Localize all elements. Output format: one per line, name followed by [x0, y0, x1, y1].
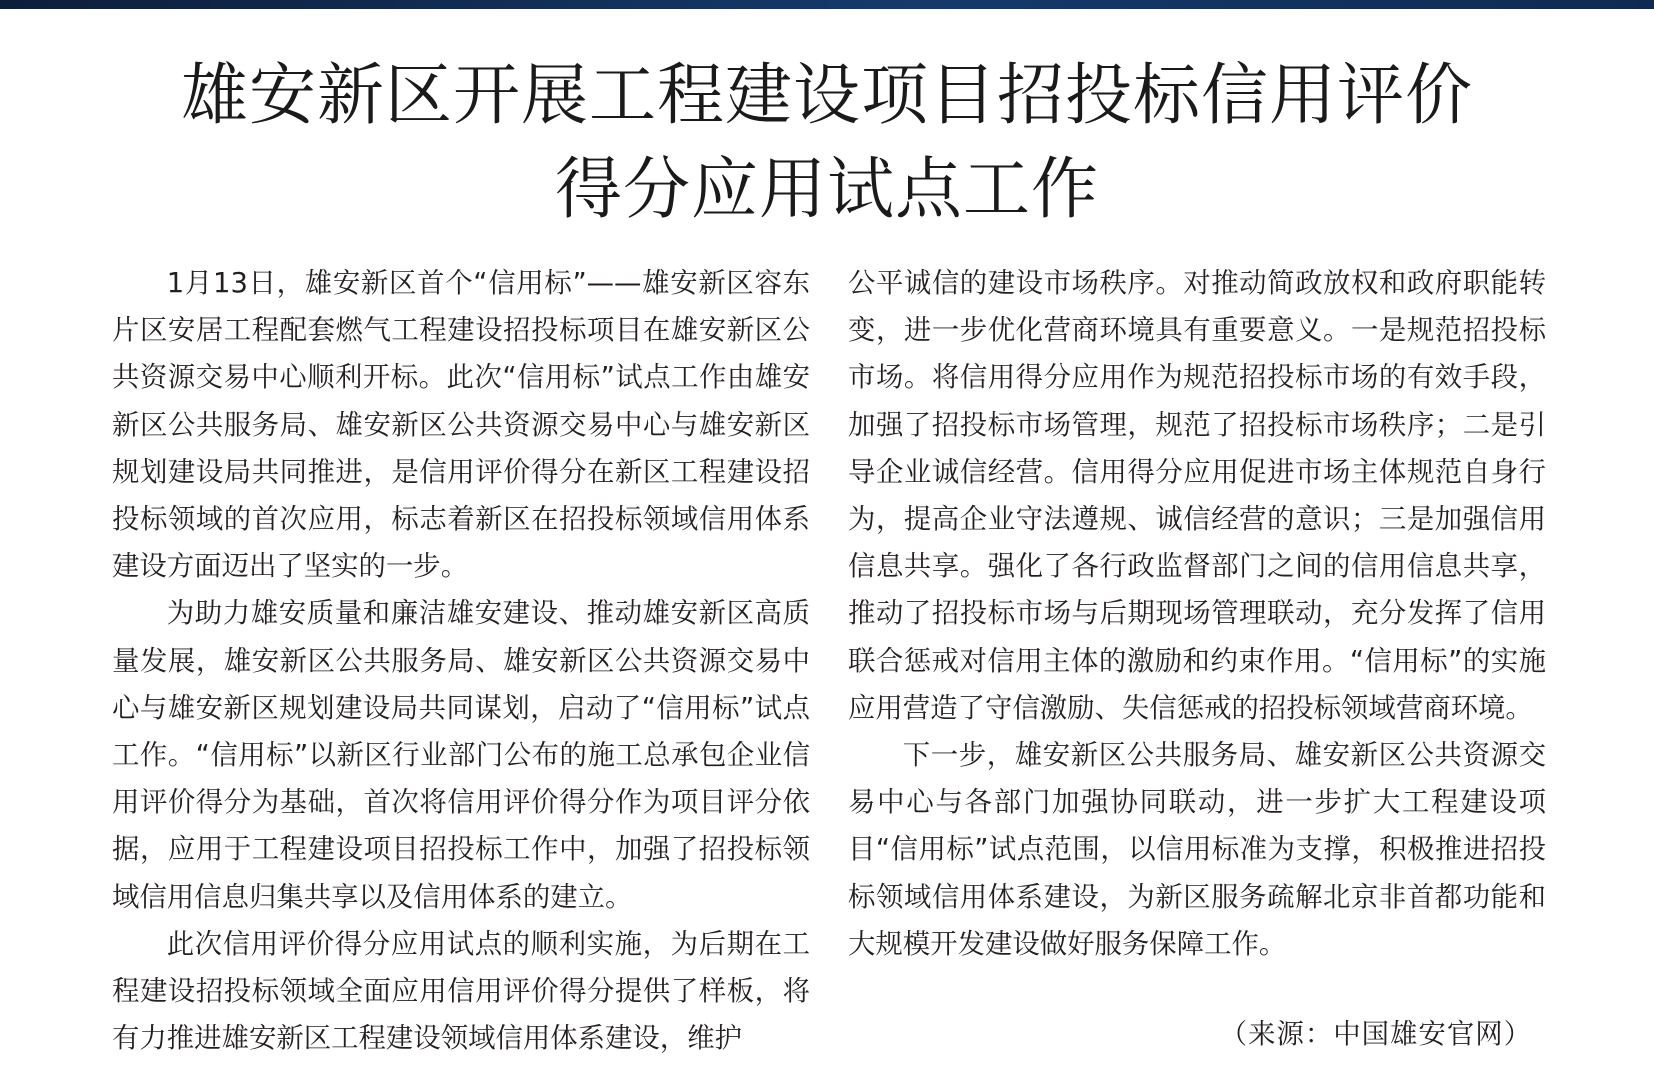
article-source: （来源：中国雄安官网）	[1219, 1019, 1532, 1050]
paragraph-4: 下一步，雄安新区公共服务局、雄安新区公共资源交易中心与各部门加强协同联动，进一步扩大工程建设项目“信用标”试点范围，以信用标准为支撑，积极推进招投标领域信用体系建设，为新区服务疏解北京非首都功能和大规模开发建设做好服务保障工作。	[848, 740, 1546, 960]
left-text-column	[112, 260, 810, 1062]
paragraph-3: 此次信用评价得分应用试点的顺利实施，为后期在工程建设招投标领域全面应用信用评价得分提供了样板，将有力推进雄安新区工程建设领域信用体系建设，维护	[112, 928, 810, 1055]
headline-line-2: 得分应用试点工作	[555, 150, 1099, 228]
paragraph-3-continued: 公平诚信的建设市场秩序。对推动简政放权和政府职能转变，进一步优化营商环境具有重要意义。一是规范招投标市场。将信用得分应用作为规范招投标市场的有效手段，加强了招投标市场管理，规范了招投标市场秩序；二是引导企业诚信经营。信用得分应用促进市场主体规范自身行为，提高企业守法遵规、诚信经营的意识；三是加强信用信息共享。强化了各行政监督部门之间的信用信息共享，推动了招投标市场与后期现场管理联动，充分发挥了信用联合惩戒对信用主体的激励和约束作用。“信用标”的实施应用营造了守信激励、失信惩戒的招投标领域营商环境。	[848, 268, 1546, 724]
headline-line-1: 雄安新区开展工程建设项目招投标信用评价	[181, 56, 1473, 134]
top-decorative-bar	[0, 0, 1654, 9]
paragraph-2: 为助力雄安质量和廉洁雄安建设、推动雄安新区高质量发展，雄安新区公共服务局、雄安新区公共资源交易中心与雄安新区规划建设局共同谋划，启动了“信用标”试点工作。“信用标”以新区行业部门公布的施工总承包企业信用评价得分为基础，首次将信用评价得分作为项目评分依据，应用于工程建设项目招投标工作中，加强了招投标领域信用信息归集共享以及信用体系的建立。	[112, 598, 810, 913]
right-text-column	[848, 260, 1546, 968]
article-headline	[0, 48, 1654, 236]
paragraph-1: 1月13日，雄安新区首个“信用标”——雄安新区容东片区安居工程配套燃气工程建设招投标项目在雄安新区公共资源交易中心顺利开标。此次“信用标”试点工作由雄安新区公共服务局、雄安新区公共资源交易中心与雄安新区规划建设局共同推进，是信用评价得分在新区工程建设招投标领域的首次应用，标志着新区在招投标领域信用体系建设方面迈出了坚实的一步。	[112, 268, 810, 583]
